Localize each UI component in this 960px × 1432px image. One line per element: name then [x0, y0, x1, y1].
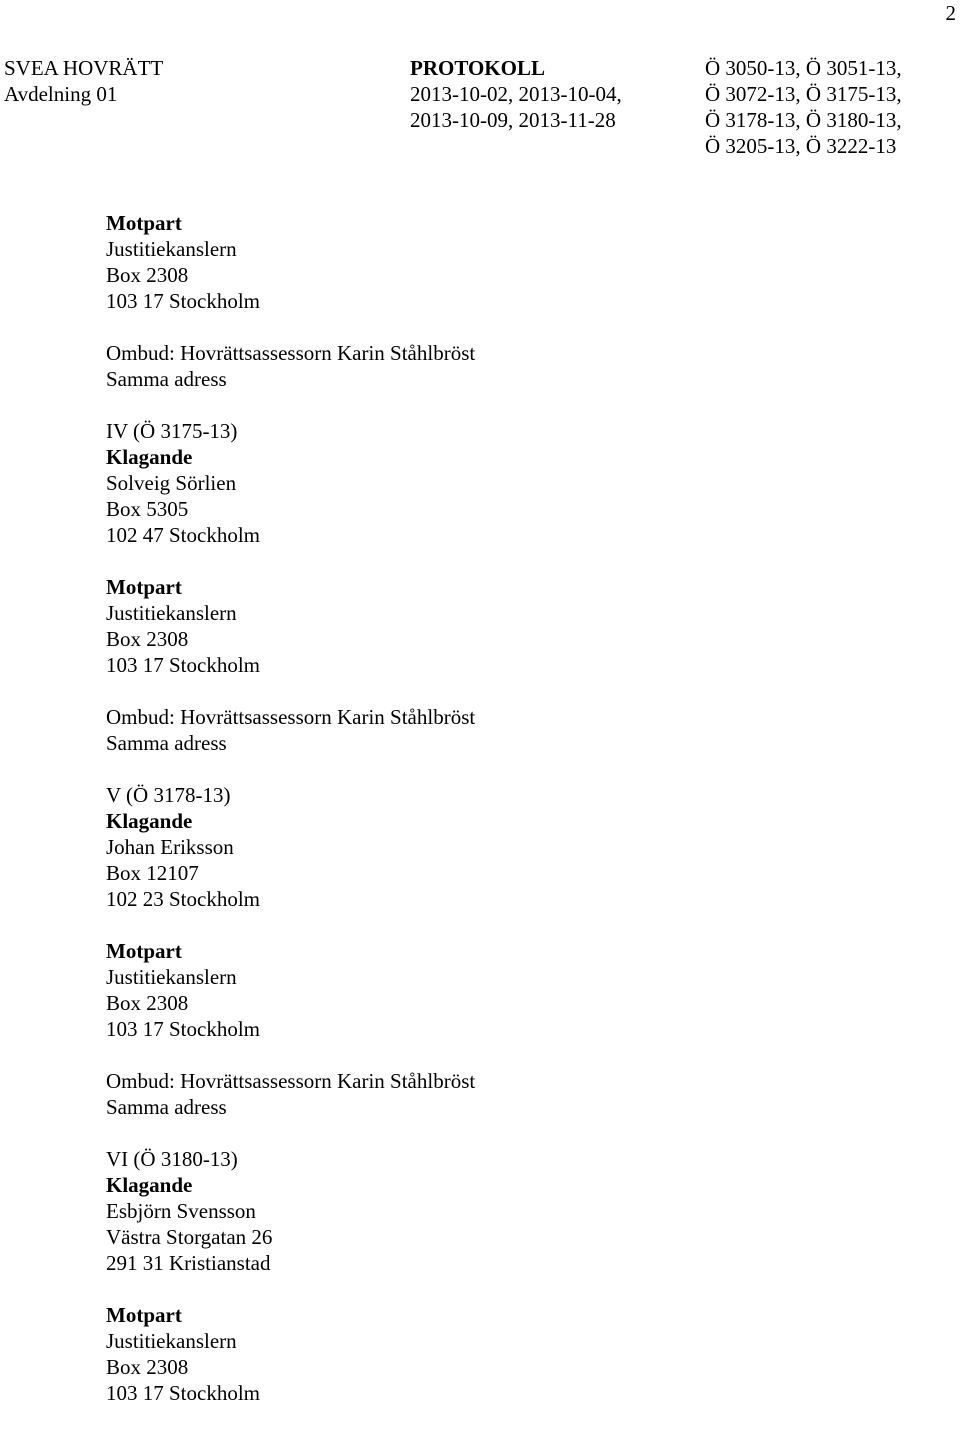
motpart-label: Motpart: [106, 939, 182, 963]
ombud-line: Samma adress: [106, 1095, 227, 1119]
party-line: Johan Eriksson: [106, 835, 234, 859]
party-line: Box 12107: [106, 861, 199, 885]
klagande-block: [106, 782, 475, 912]
ombud-block: [106, 340, 475, 392]
party-line: Solveig Sörlien: [106, 471, 237, 495]
case-heading: VI (Ö 3180-13): [106, 1147, 238, 1171]
motpart-label: Motpart: [106, 211, 182, 235]
ombud-line: Ombud: Hovrättsassessorn Karin Ståhlbröst: [106, 341, 476, 365]
motpart-label: Motpart: [106, 1303, 182, 1327]
party-line: Justitiekanslern: [106, 237, 237, 261]
party-line: Box 2308: [106, 263, 189, 287]
party-line: Box 2308: [106, 627, 189, 651]
party-line: Västra Storgatan 26: [106, 1225, 273, 1249]
klagande-block: [106, 418, 475, 548]
case-numbers-line: Ö 3178-13, Ö 3180-13,: [705, 108, 902, 132]
case-heading: IV (Ö 3175-13): [106, 419, 238, 443]
header-court-block: [4, 55, 163, 107]
klagande-block: [106, 1146, 475, 1276]
party-line: 103 17 Stockholm: [106, 289, 261, 313]
document-type: PROTOKOLL: [410, 56, 545, 80]
klagande-label: Klagande: [106, 809, 193, 833]
case-numbers-line: Ö 3072-13, Ö 3175-13,: [705, 82, 902, 106]
ombud-line: Samma adress: [106, 731, 227, 755]
motpart-block: [106, 1302, 475, 1406]
protocol-dates-line: 2013-10-09, 2013-11-28: [410, 108, 616, 132]
ombud-line: Ombud: Hovrättsassessorn Karin Ståhlbröst: [106, 1069, 476, 1093]
case-heading: V (Ö 3178-13): [106, 783, 231, 807]
page-number: 2: [945, 1, 956, 25]
klagande-label: Klagande: [106, 1173, 193, 1197]
header-protocol-block: [410, 55, 622, 133]
ombud-block: [106, 1068, 475, 1120]
party-line: Justitiekanslern: [106, 1329, 237, 1353]
motpart-block: [106, 210, 475, 314]
court-division: Avdelning 01: [4, 82, 118, 106]
motpart-block: [106, 574, 475, 678]
ombud-line: Samma adress: [106, 367, 227, 391]
case-numbers-line: Ö 3205-13, Ö 3222-13: [705, 134, 897, 158]
klagande-label: Klagande: [106, 445, 193, 469]
motpart-label: Motpart: [106, 575, 182, 599]
party-line: 103 17 Stockholm: [106, 653, 261, 677]
party-line: Esbjörn Svensson: [106, 1199, 256, 1223]
ombud-line: Ombud: Hovrättsassessorn Karin Ståhlbröst: [106, 705, 476, 729]
party-line: Box 2308: [106, 1355, 189, 1379]
header-case-numbers: [705, 55, 902, 159]
party-line: 103 17 Stockholm: [106, 1381, 261, 1405]
ombud-block: [106, 704, 475, 756]
court-name: SVEA HOVRÄTT: [4, 56, 164, 80]
party-line: 103 17 Stockholm: [106, 1017, 261, 1041]
protocol-dates-line: 2013-10-02, 2013-10-04,: [410, 82, 622, 106]
party-line: 102 23 Stockholm: [106, 887, 261, 911]
party-line: 102 47 Stockholm: [106, 523, 261, 547]
party-line: Justitiekanslern: [106, 965, 237, 989]
document-body: [106, 210, 475, 1432]
party-line: Box 5305: [106, 497, 189, 521]
party-line: Justitiekanslern: [106, 601, 237, 625]
motpart-block: [106, 938, 475, 1042]
party-line: Box 2308: [106, 991, 189, 1015]
party-line: 291 31 Kristianstad: [106, 1251, 271, 1275]
case-numbers-line: Ö 3050-13, Ö 3051-13,: [705, 56, 902, 80]
